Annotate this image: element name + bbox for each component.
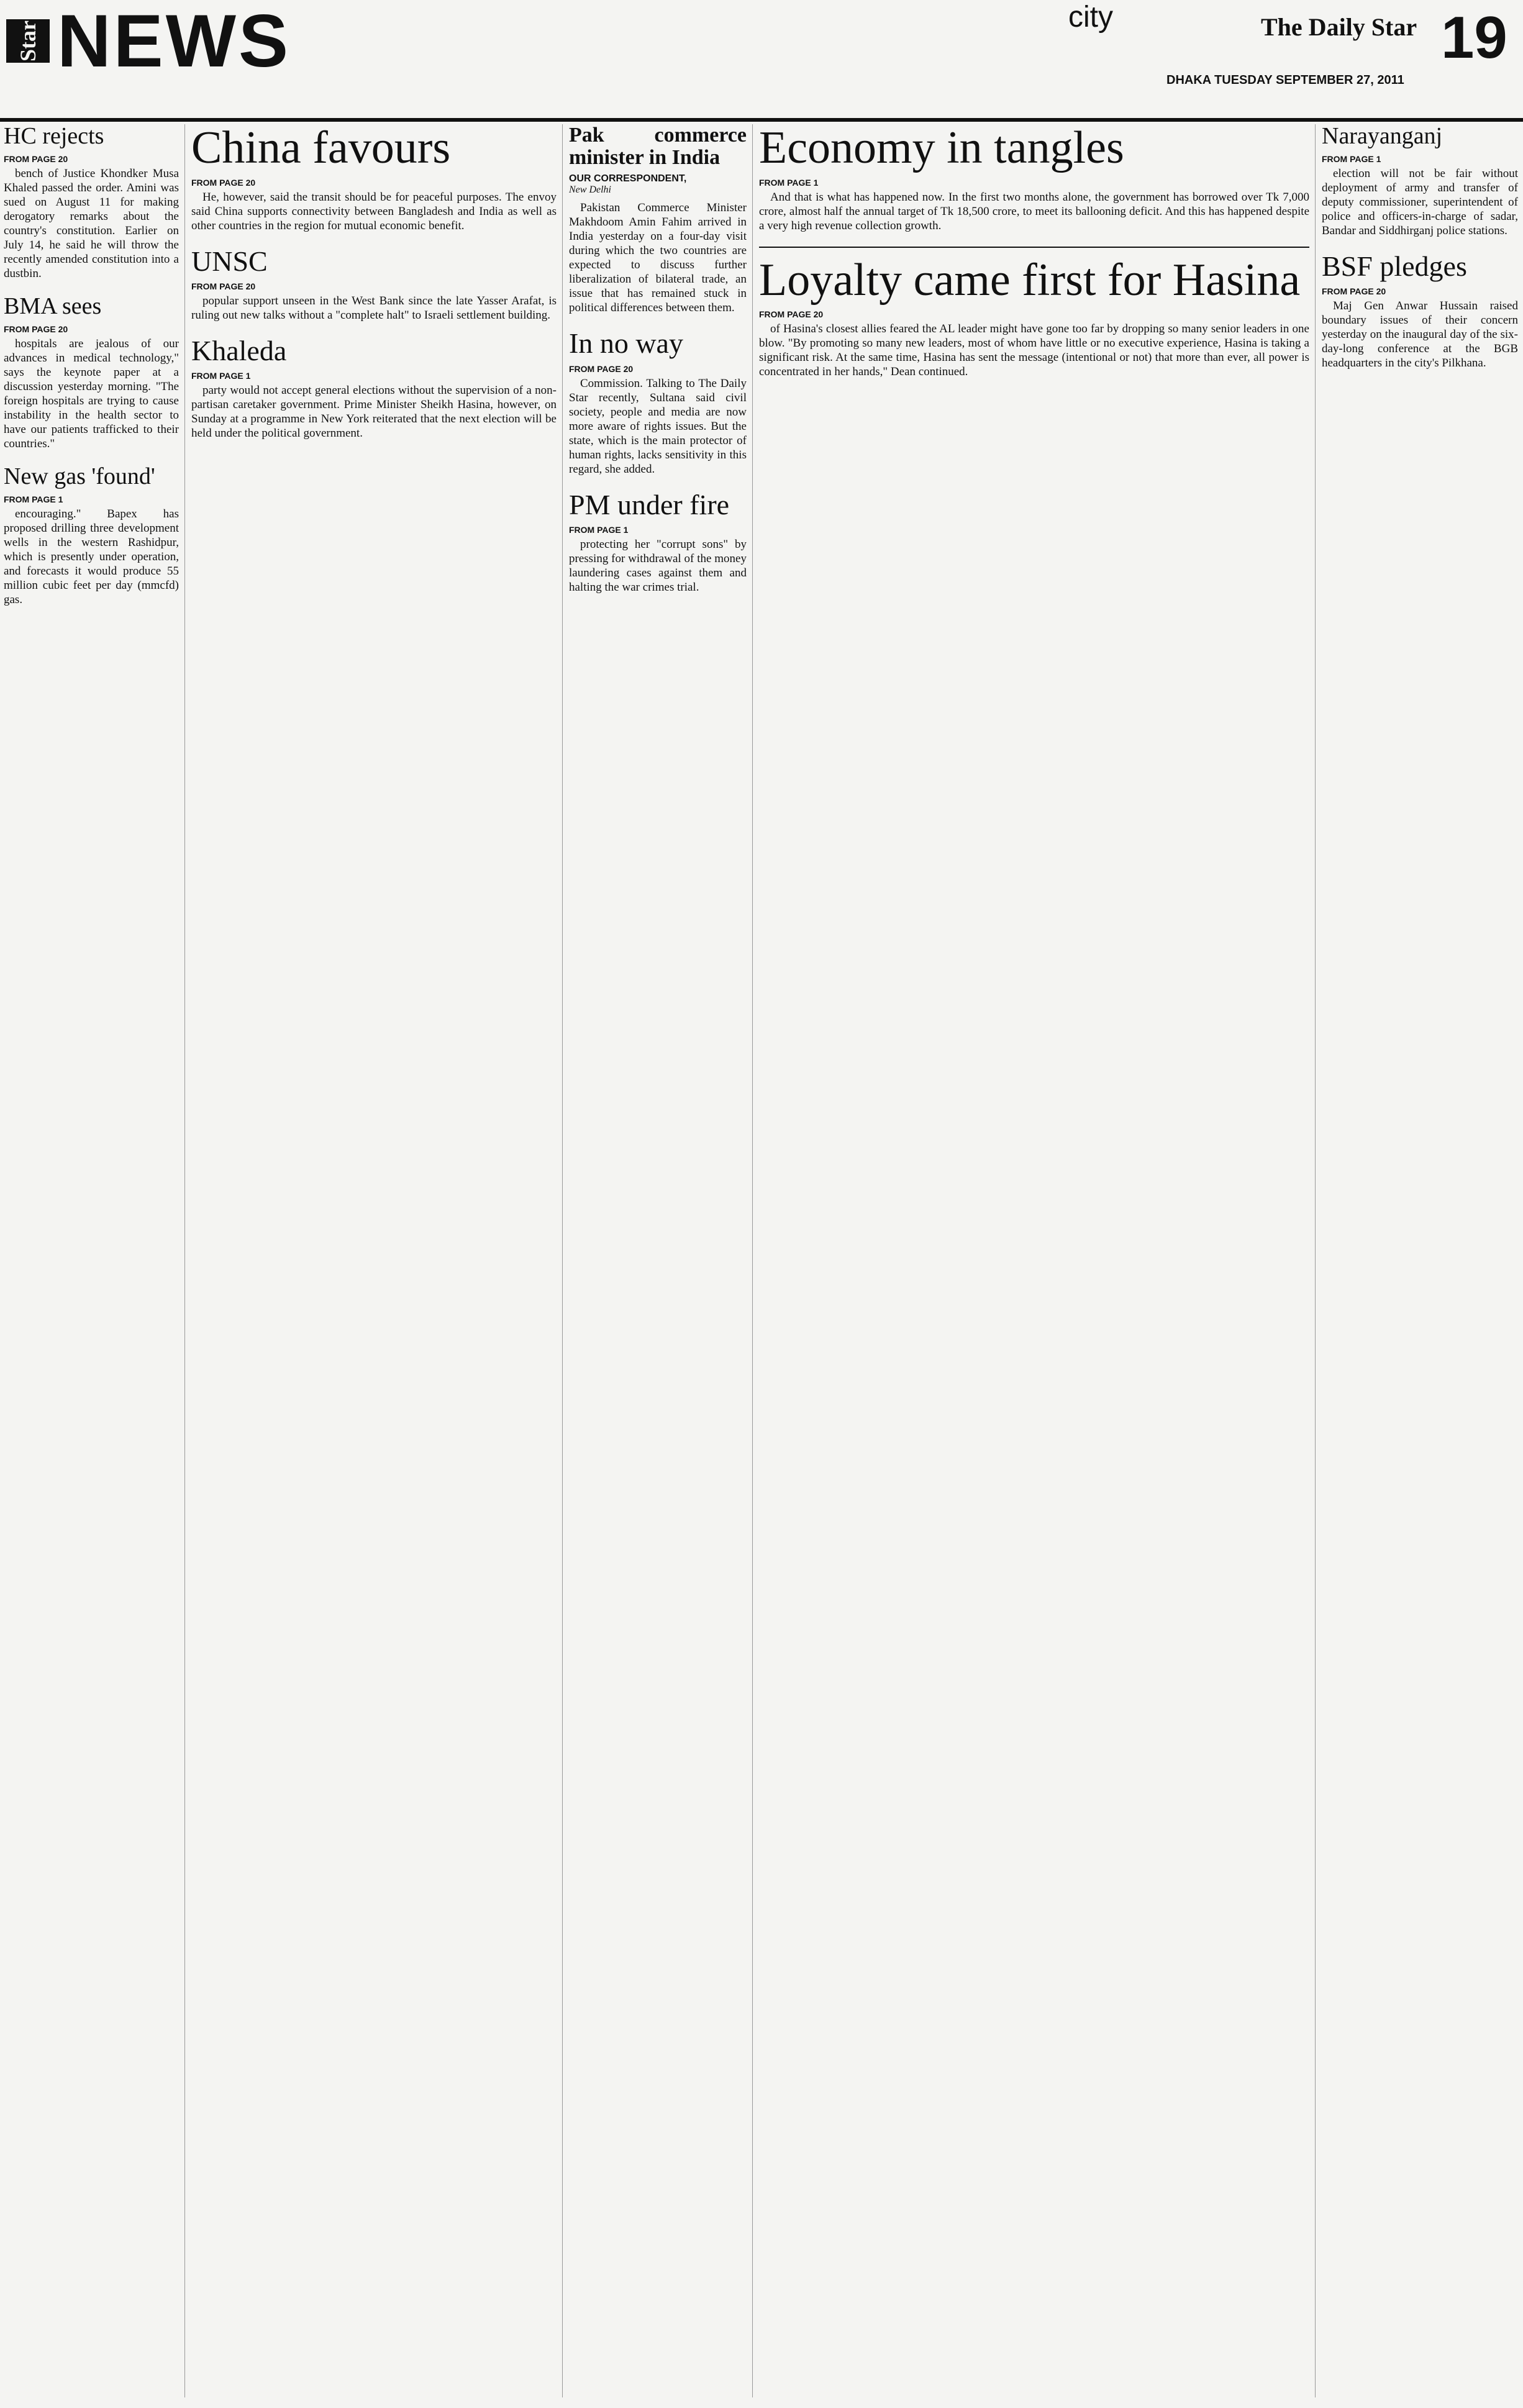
headline: HC rejects (4, 123, 104, 149)
continued-from: FROM PAGE 20 (1322, 286, 1386, 297)
brand-star: Star (6, 19, 50, 63)
story-unsc (191, 247, 557, 322)
story-text: bench of Justice Khondker Musa Khaled passed the order. Amini was sued on August 11 for making derogatory remarks about the country's constitution. Earlier on July 14, he said he will throw the recently amended constitution into a dustbin. (4, 166, 179, 280)
column-1 (4, 124, 179, 620)
continued-from: FROM PAGE 20 (191, 177, 256, 188)
story-text: He, however, said the transit should be for peaceful purposes. The envoy said China supports connectivity between Bangladesh and India as well as other countries in the region for mutual economic benefit. (191, 190, 557, 232)
headline: In no way (569, 327, 683, 360)
section-divider (759, 247, 1309, 248)
headline: PM under fire (569, 488, 730, 520)
headline: China favours (191, 122, 451, 173)
story-khaleda (191, 336, 557, 440)
story-pm-under-fire (569, 490, 747, 594)
headline: Pak commerce minister in India (569, 124, 747, 169)
continued-from: FROM PAGE 20 (191, 281, 256, 291)
headline: UNSC (191, 245, 268, 277)
story-new-gas (4, 465, 179, 607)
story-text: protecting her "corrupt sons" by pressing for withdrawal of the money laundering cases against them and halting the war crimes trial. (569, 537, 747, 594)
story-text: of Hasina's closest allies feared the AL leader might have gone too far by dropping so many senior leaders in one blow. "By promoting so many new leaders, most of whom have little or no executive experience, Hasina is taking a significant risk. At the same time, Hasina has sent the message (intentional or not) that more than ever, all power is concentrated in her hands," Dean continued. (759, 322, 1309, 379)
section-name: city (1068, 1, 1113, 34)
continued-from: FROM PAGE 1 (759, 177, 819, 188)
column-4-5 (759, 124, 1309, 393)
story-text: hospitals are jealous of our advances in medical technology," says the keynote paper at a discussion yesterday morning. "The foreign hospitals are trying to cause instability in the health sector to have our patients trafficked to their countries." (4, 337, 179, 450)
headline: New gas 'found' (4, 463, 155, 489)
story-in-no-way (569, 329, 747, 476)
continued-from: FROM PAGE 1 (1322, 153, 1381, 164)
column-rule (184, 124, 185, 2397)
story-hc-rejects (4, 124, 179, 281)
column-6 (1322, 124, 1518, 384)
continued-from: FROM PAGE 1 (191, 371, 251, 381)
story-text: party would not accept general elections without the supervision of a non-partisan caretaker government. Prime Minister Sheikh Hasina, however, on Sunday at a programme in New York reiterated that the next election will be held under the political government. (191, 384, 557, 440)
page-number: 19 (1441, 4, 1507, 71)
headline: Khaleda (191, 334, 287, 366)
column-3 (569, 124, 747, 608)
column-rule (1315, 124, 1316, 2397)
column-2 (191, 124, 557, 454)
continued-from: FROM PAGE 20 (4, 324, 68, 334)
headline: Narayanganj (1322, 123, 1443, 149)
story-text: election will not be fair without deployment of army and transfer of deputy commissioner, superintendent of police and officers-in-charge of sadar, Bandar and Siddhirganj police stations. (1322, 166, 1518, 237)
headline: Loyalty came first for Hasina (759, 254, 1301, 306)
story-pak-commerce (569, 124, 747, 315)
headline: BSF pledges (1322, 250, 1467, 282)
headline: Economy in tangles (759, 122, 1124, 173)
story-china-favours (191, 124, 557, 233)
story-narayanganj (1322, 124, 1518, 238)
story-loyalty (759, 254, 1309, 379)
column-rule (562, 124, 563, 2397)
story-text: popular support unseen in the West Bank since the late Yasser Arafat, is ruling out new talks without a "complete halt" to Israeli settlement building. (191, 294, 557, 322)
story-economy (759, 124, 1309, 233)
story-text: encouraging." Bapex has proposed drilling three development wells in the western Rashidpur, which is presently under operation, and forecasts it would produce 55 million cubic feet per day (mmcfd) gas. (4, 507, 179, 606)
paper-name: The Daily Star (1261, 13, 1417, 41)
masthead (0, 0, 1523, 122)
brand-logo (6, 0, 291, 83)
continued-from: FROM PAGE 20 (759, 309, 824, 320)
brand-news: NEWS (57, 0, 291, 83)
continued-from: FROM PAGE 1 (569, 524, 629, 535)
story-bsf (1322, 252, 1518, 370)
story-text: Maj Gen Anwar Hussain raised boundary issues of their concern yesterday on the inaugural day of the six-day-long conference at the BGB headquarters in the city's Pilkhana. (1322, 299, 1518, 370)
continued-from: FROM PAGE 20 (4, 153, 68, 164)
story-text: Pakistan Commerce Minister Makhdoom Amin Fahim arrived in India yesterday on a four-day visit during which the two countries are expected to discuss further liberalization of bilateral trade, an issue that has remained stuck in political differences between them. (569, 201, 747, 315)
story-text: Commission. Talking to The Daily Star recently, Sultana said civil society, people and media are now more aware of rights issues. But the state, which is the main protector of human rights, lacks sensitivity in this regard, she added. (569, 376, 747, 476)
byline-place: New Delhi (569, 184, 611, 196)
column-rule (752, 124, 753, 2397)
continued-from: FROM PAGE 20 (569, 363, 634, 374)
story-text: And that is what has happened now. In the first two months alone, the government has borrowed over Tk 7,000 crore, almost half the annual target of Tk 18,500 crore, to meet its ballooning deficit. And this has happened despite a very high revenue collection growth. (759, 190, 1309, 232)
continued-from: FROM PAGE 1 (4, 494, 63, 504)
story-bma-sees (4, 294, 179, 451)
headline: BMA sees (4, 293, 102, 319)
byline: OUR CORRESPONDENT, (569, 173, 687, 184)
dateline: DHAKA TUESDAY SEPTEMBER 27, 2011 (1166, 73, 1404, 87)
